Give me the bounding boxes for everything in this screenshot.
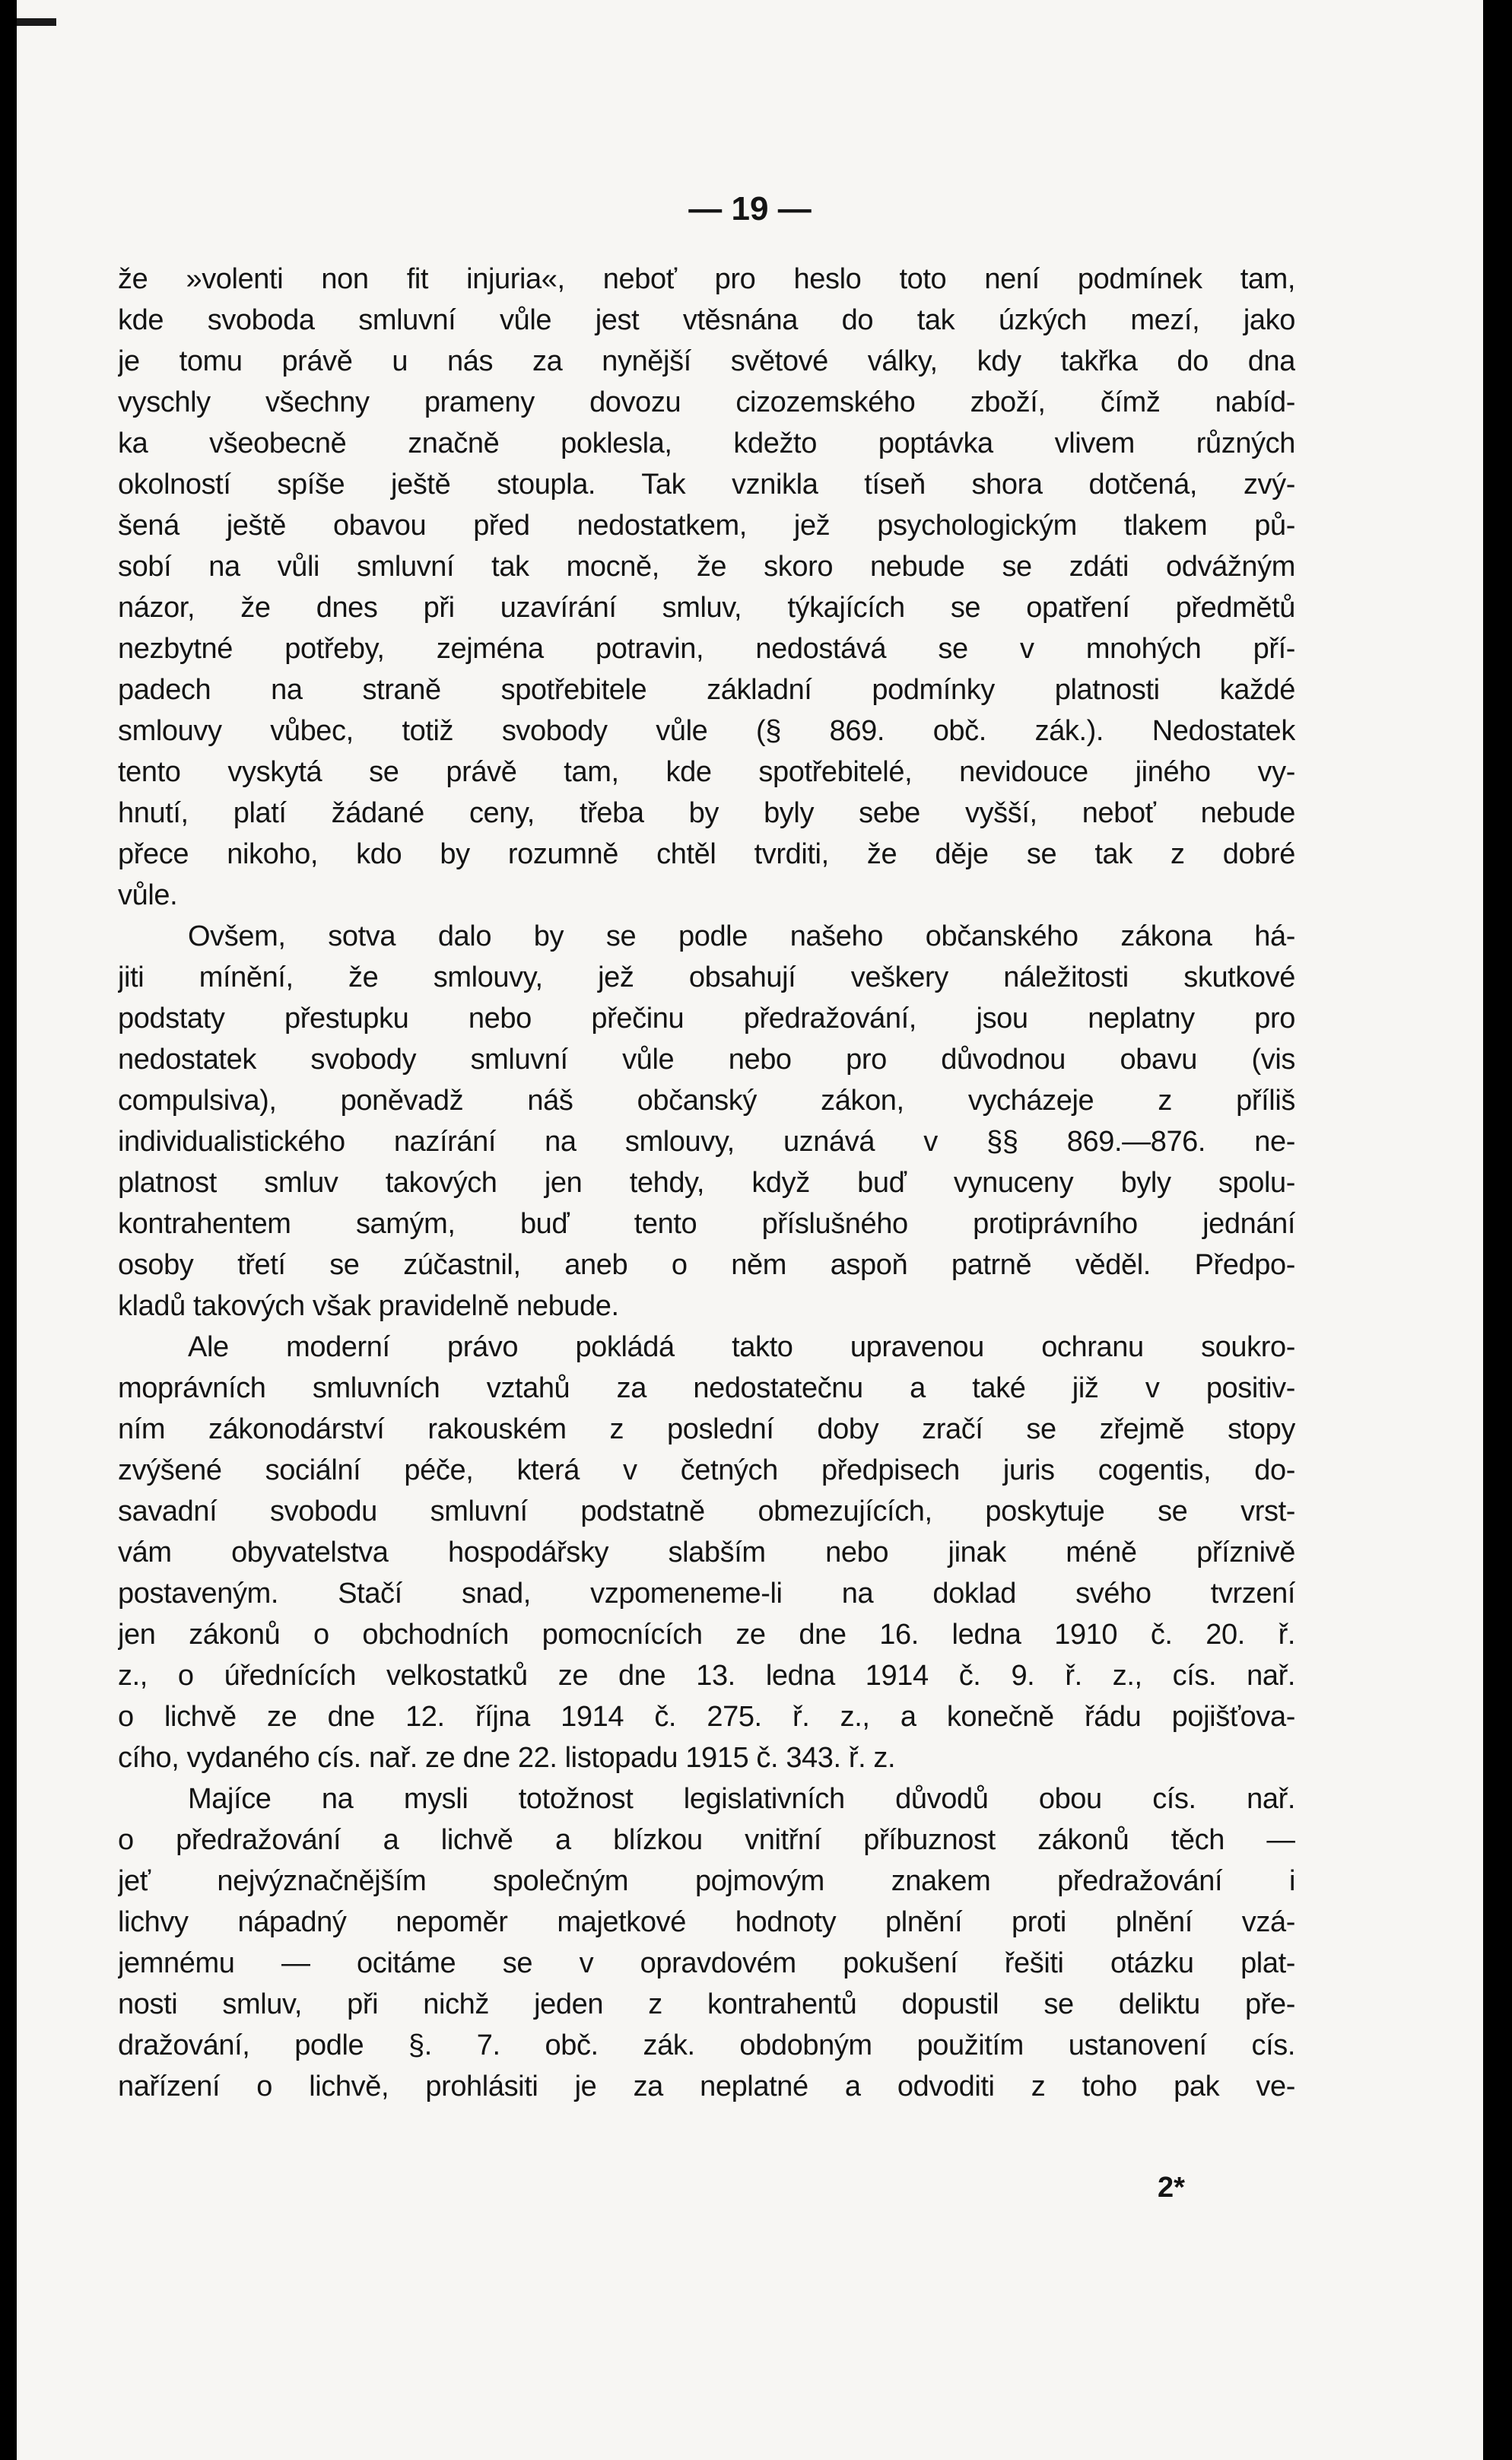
text-line: kde svoboda smluvní vůle jest vtěsnána do tak úzkých mezí, jako [118,304,1295,336]
text-line: padech na straně spotřebitele základní podmínky platnosti každé [118,674,1295,706]
text-line: sobí na vůli smluvní tak mocně, že skoro nebude se zdáti odvážným [118,551,1295,583]
text-line: kladů takových však pravidelně nebude. [118,1290,619,1322]
paragraph-1 [118,259,1295,916]
text-line: smlouvy vůbec, totiž svobody vůle (§ 869. obč. zák.). Nedostatek [118,715,1295,747]
text-line: zvýšené sociální péče, která v četných předpisech juris cogentis, do- [118,1454,1295,1486]
signature-mark: 2* [1158,2172,1185,2204]
text-line: že »volenti non fit injuria«, neboť pro heslo toto není podmínek tam, [118,263,1295,295]
text-line: jeť nejvýznačnějším společným pojmovým znakem předražování i [118,1865,1295,1897]
text-line: nezbytné potřeby, zejména potravin, nedostává se v mnohých pří- [118,633,1295,665]
body-text [118,259,1295,2107]
paragraph-2 [118,916,1295,1327]
text-line: tento vyskytá se právě tam, kde spotřebitelé, nevidouce jiného vy- [118,756,1295,788]
text-line: o lichvě ze dne 12. října 1914 č. 275. ř. z., a konečně řádu pojišťova- [118,1701,1295,1733]
text-line: podstaty přestupku nebo přečinu předražování, jsou neplatny pro [118,1003,1295,1035]
text-line: cího, vydaného cís. nař. ze dne 22. listopadu 1915 č. 343. ř. z. [118,1742,896,1774]
text-line: je tomu právě u nás za nynější světové války, kdy takřka do dna [118,345,1295,377]
text-line: vám obyvatelstva hospodářsky slabším nebo jinak méně příznivě [118,1537,1295,1568]
page-header: — 19 — [688,190,812,227]
text-line: lichvy nápadný nepoměr majetkové hodnoty plnění proti plnění vzá- [118,1906,1295,1938]
text-line: Majíce na mysli totožnost legislativních důvodů obou cís. nař. [188,1783,1295,1815]
text-line: jiti mínění, že smlouvy, jež obsahují veškery náležitosti skutkové [118,961,1295,993]
text-line: nedostatek svobody smluvní vůle nebo pro důvodnou obavu (vis [118,1044,1295,1076]
text-line: individualistického nazírání na smlouvy, uznává v §§ 869.—876. ne- [118,1126,1295,1158]
text-line: názor, že dnes při uzavírání smluv, týkajících se opatření předmětů [118,592,1295,624]
text-line: Ovšem, sotva dalo by se podle našeho občanského zákona há- [188,920,1295,952]
text-line: postaveným. Stačí snad, vzpomeneme-li na doklad svého tvrzení [118,1578,1295,1610]
document-page [17,0,1483,2460]
text-line: šená ještě obavou před nedostatkem, jež psychologickým tlakem pů- [118,510,1295,542]
text-line: o předražování a lichvě a blízkou vnitřní příbuznost zákonů těch — [118,1824,1295,1856]
text-line: jemnému — ocitáme se v opravdovém pokušení řešiti otázku plat- [118,1947,1295,1979]
text-line: platnost smluv takových jen tehdy, když buď vynuceny byly spolu- [118,1167,1295,1199]
text-line: moprávních smluvních vztahů za nedostatečnu a také již v positiv- [118,1372,1295,1404]
text-line: přece nikoho, kdo by rozumně chtěl tvrditi, že děje se tak z dobré [118,838,1295,870]
text-line: jen zákonů o obchodních pomocnících ze dne 16. ledna 1910 č. 20. ř. [118,1619,1295,1651]
text-line: dražování, podle §. 7. obč. zák. obdobným použitím ustanovení cís. [118,2029,1295,2061]
text-line: ním zákonodárství rakouském z poslední doby zračí se zřejmě stopy [118,1413,1295,1445]
text-line: okolností spíše ještě stoupla. Tak vznikla tíseň shora dotčená, zvý- [118,469,1295,501]
paragraph-4 [118,1778,1295,2107]
text-line: hnutí, platí žádané ceny, třeba by byly sebe vyšší, neboť nebude [118,797,1295,829]
text-line: savadní svobodu smluvní podstatně obmezujících, poskytuje se vrst- [118,1495,1295,1527]
text-line: vyschly všechny prameny dovozu cizozemského zboží, čímž nabíd- [118,386,1295,418]
text-line: z., o úřednících velkostatků ze dne 13. ledna 1914 č. 9. ř. z., cís. nař. [118,1660,1295,1692]
text-line: nařízení o lichvě, prohlásiti je za neplatné a odvoditi z toho pak ve- [118,2071,1295,2102]
scan-edge-mark [17,18,56,26]
text-line: ka všeobecně značně poklesla, kdežto poptávka vlivem různých [118,427,1295,459]
text-line: vůle. [118,879,178,911]
text-line: nosti smluv, při nichž jeden z kontrahentů dopustil se deliktu pře- [118,1988,1295,2020]
text-line: Ale moderní právo pokládá takto upravenou ochranu soukro- [188,1331,1295,1363]
paragraph-3 [118,1327,1295,1778]
text-line: compulsiva), poněvadž náš občanský zákon, vycházeje z příliš [118,1085,1295,1117]
text-line: kontrahentem samým, buď tento příslušného protiprávního jednání [118,1208,1295,1240]
text-line: osoby třetí se zúčastnil, aneb o něm aspoň patrně věděl. Předpo- [118,1249,1295,1281]
